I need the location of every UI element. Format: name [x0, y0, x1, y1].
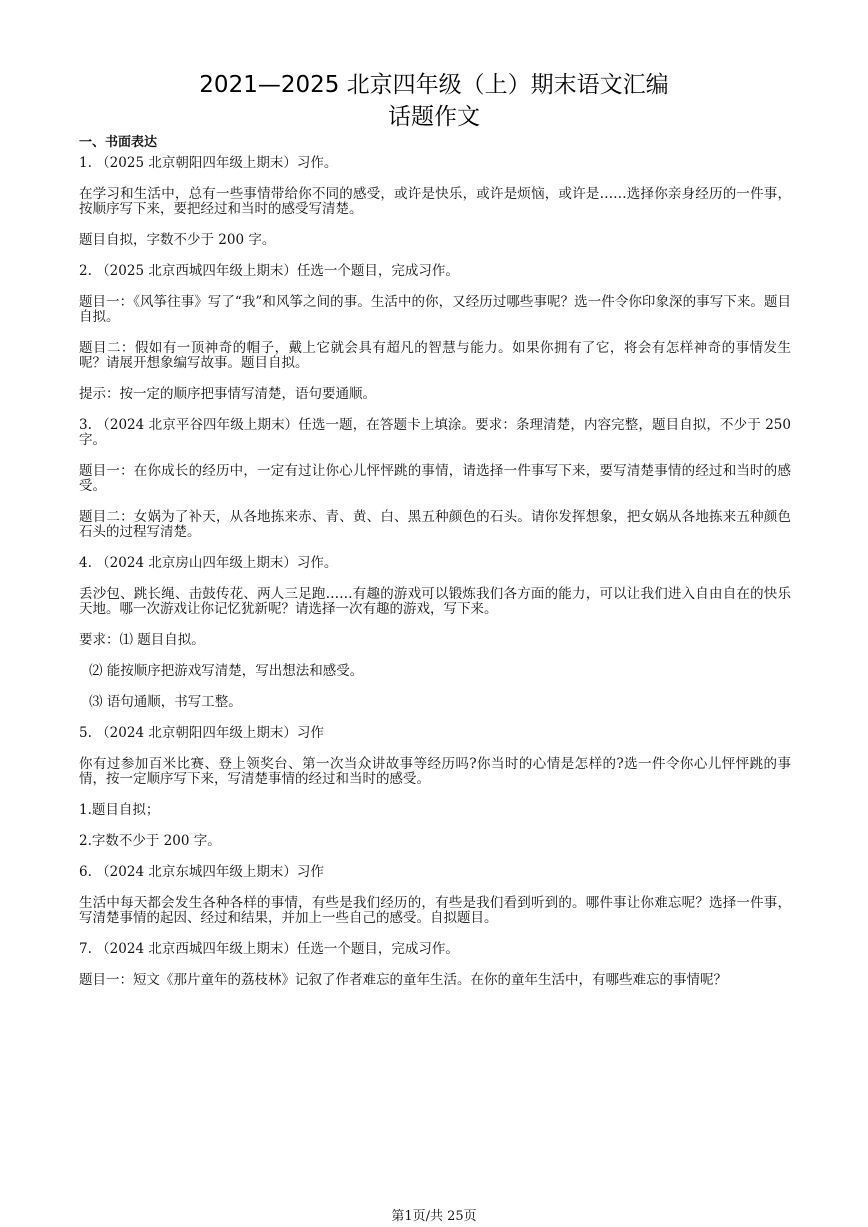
question-5-requirement-2: 2.字数不少于 200 字。	[79, 833, 221, 849]
question-1-header: 1. （2025 北京朝阳四年级上期末）习作。	[79, 155, 338, 171]
question-3-header: 3. （2024 北京平谷四年级上期末）任选一题，在答题卡上填涂。要求：条理清楚，内容完整，题目自拟，不少于 250 字。	[79, 417, 791, 448]
page-footer: 第1页/共 25页	[391, 1209, 477, 1224]
document-title: 2021—2025 北京四年级（上）期末语文汇编	[199, 72, 669, 98]
question-6-header: 6. （2024 北京东城四年级上期末）习作	[79, 864, 324, 880]
question-2-topic-1: 题目一：《风筝往事》写了“我”和风筝之间的事。生活中的你，又经历过哪些事呢？选一件令你印象深的事写下来。题目自拟。	[79, 294, 791, 325]
question-4-prompt: 丢沙包、跳长绳、击鼓传花、两人三足跑……有趣的游戏可以锻炼我们各方面的能力，可以让我们进入自由自在的快乐天地。哪一次游戏让你记忆犹新呢？请选择一次有趣的游戏，写下来。	[79, 586, 791, 617]
question-2-header: 2. （2025 北京西城四年级上期末）任选一个题目，完成习作。	[79, 263, 459, 279]
question-3-topic-1: 题目一：在你成长的经历中，一定有过让你心儿怦怦跳的事情，请选择一件事写下来，要写清楚事情的经过和当时的感受。	[79, 463, 791, 494]
question-1-requirement: 题目自拟，字数不少于 200 字。	[79, 232, 276, 248]
question-7-topic-1: 题目一：短文《那片童年的荔枝林》记叙了作者难忘的童年生活。在你的童年生活中，有哪些难忘的事情呢？	[79, 972, 727, 988]
question-4-requirement-3: ⑶ 语句通顺，书写工整。	[89, 694, 242, 710]
document-body	[79, 135, 791, 988]
question-2-hint: 提示：按一定的顺序把事情写清楚，语句要通顺。	[79, 386, 376, 402]
question-6-prompt: 生活中每天都会发生各种各样的事情，有些是我们经历的，有些是我们看到听到的。哪件事让你难忘呢？选择一件事，写清楚事情的起因、经过和结果，并加上一些自己的感受。自拟题目。	[79, 895, 791, 926]
question-4-header: 4. （2024 北京房山四年级上期末）习作。	[79, 555, 338, 571]
question-5-prompt: 你有过参加百米比赛、登上领奖台、第一次当众讲故事等经历吗?你当时的心情是怎样的?选一件令你心儿怦怦跳的事情，按一定顺序写下来，写清楚事情的经过和当时的感受。	[79, 756, 791, 787]
question-4-requirement-1: 要求：⑴ 题目自拟。	[79, 632, 205, 648]
section-heading: 一、书面表达	[79, 135, 158, 150]
document-subtitle: 话题作文	[388, 104, 480, 130]
question-4-requirement-2: ⑵ 能按顺序把游戏写清楚，写出想法和感受。	[89, 663, 364, 679]
question-1-prompt: 在学习和生活中，总有一些事情带给你不同的感受，或许是快乐，或许是烦恼，或许是……选择你亲身经历的一件事，按顺序写下来，要把经过和当时的感受写清楚。	[79, 186, 791, 217]
question-5-header: 5. （2024 北京朝阳四年级上期末）习作	[79, 725, 324, 741]
question-3-topic-2: 题目二：女娲为了补天，从各地拣来赤、青、黄、白、黑五种颜色的石头。请你发挥想象，把女娲从各地拣来五种颜色石头的过程写清楚。	[79, 509, 791, 540]
question-5-requirement-1: 1.题目自拟；	[79, 802, 160, 818]
question-2-topic-2: 题目二：假如有一顶神奇的帽子，戴上它就会具有超凡的智慧与能力。如果你拥有了它，将会有怎样神奇的事情发生呢？请展开想象编写故事。题目自拟。	[79, 340, 791, 371]
question-7-header: 7. （2024 北京西城四年级上期末）任选一个题目，完成习作。	[79, 941, 459, 957]
